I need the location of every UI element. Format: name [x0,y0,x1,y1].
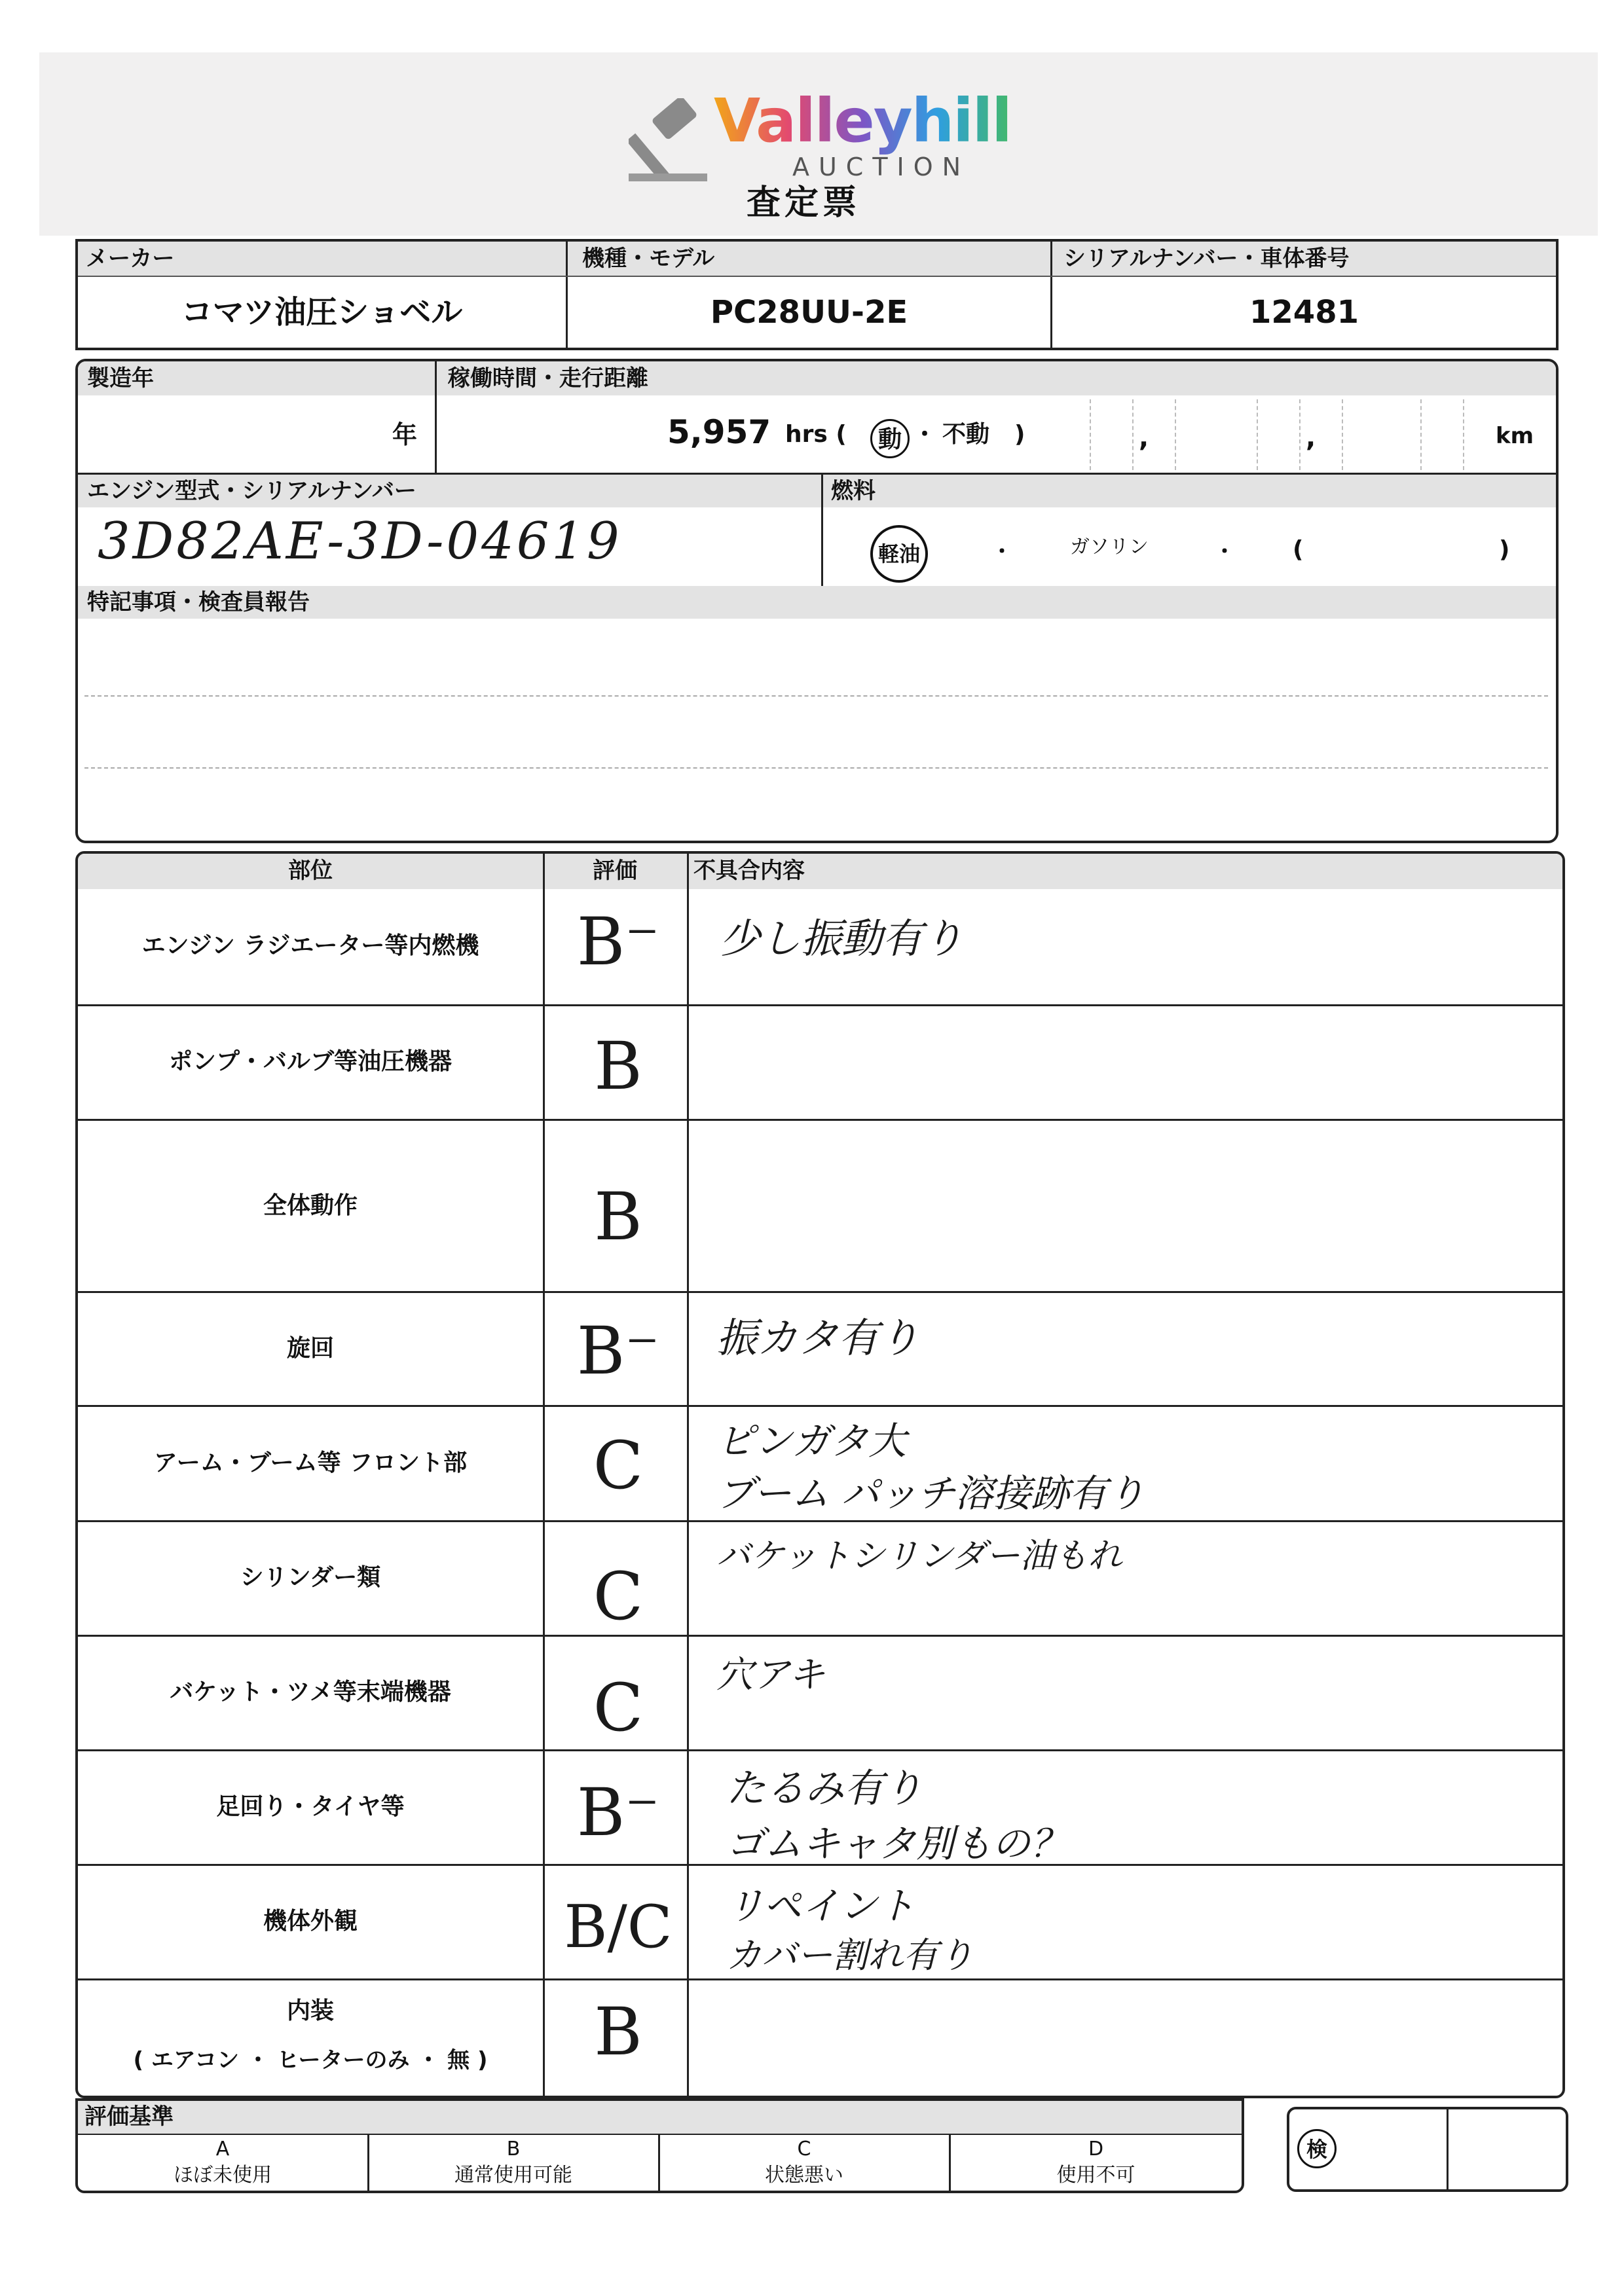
row-grade: B [594,1178,642,1255]
row-grade: B⁻ [576,1313,660,1389]
brand-name: Valleyhill [714,86,1011,156]
form-title: 査定票 [747,183,861,223]
maker-box [75,239,1559,350]
hours-label: 稼働時間・走行距離 [448,365,648,392]
fuel-other-open: ( [1293,536,1304,563]
criteria-meaning: 通常使用可能 [454,2164,572,2187]
serial-value: 12481 [1249,294,1359,331]
remarks-label: 特記事項・検査員報告 [87,589,310,615]
criteria-meaning: 使用不可 [1056,2164,1135,2187]
inspector-stamp-label: 検 [1297,2129,1337,2168]
inspector-stamp-box [1287,2107,1568,2192]
fuel-gasoline: ガソリン [1070,536,1149,558]
row-grade: C [593,1558,644,1635]
fuel-label: 燃料 [831,478,876,504]
status-sep: ・ [913,421,937,448]
row-grade: B [594,1994,642,2070]
engine-value-handwritten: 3D82AE-3D-04619 [98,512,622,571]
year-unit: 年 [392,420,418,449]
criteria-meaning: ほぼ未使用 [174,2164,272,2187]
fuel-sep-1: ・ [991,539,1013,564]
criteria-code: B [506,2138,521,2160]
row-note: 穴アキ [716,1654,825,1696]
row-grade: B⁻ [576,903,660,980]
engine-label: エンジン型式・シリアルナンバー [87,478,416,504]
serial-label: シリアルナンバー・車体番号 [1063,246,1350,272]
hours-value: 5,957 [667,413,771,451]
row-part-label: アーム・ブーム等 フロント部 [153,1449,468,1476]
row-part-label: バケット・ツメ等末端機器 [170,1679,451,1705]
status-not-working: 不動 [942,421,990,448]
row-part-label: 全体動作 [263,1192,358,1219]
row-note: リペイント [726,1884,915,1928]
col-defects-header: 不具合内容 [693,858,805,884]
row-part-label: エンジン ラジエーター等内燃機 [141,932,479,959]
row-grade: B [594,1028,642,1104]
col-grade-header: 評価 [593,858,637,884]
year-label: 製造年 [87,365,154,392]
row-part-label: 内装 [286,1997,334,2024]
row-grade: B⁻ [576,1774,660,1851]
row-note: ピンガタ大 [716,1419,907,1463]
row-part-sublabel: ( エアコン ・ ヒーターのみ ・ 無 ) [133,2047,488,2073]
row-part-label: 足回り・タイヤ等 [216,1793,405,1820]
distance-unit: km [1496,423,1534,449]
row-note: たるみ有り [726,1766,923,1812]
criteria-code: A [215,2138,230,2160]
criteria-meaning: 状態悪い [765,2164,843,2187]
fuel-other-close: ) [1499,536,1510,563]
status-working-circled: 動 [870,419,910,458]
col-part-header: 部位 [288,858,333,884]
row-note: 振カタ有り [716,1314,920,1362]
criteria-code: D [1088,2138,1104,2160]
brand-sub: AUCTION [792,153,970,181]
row-part-label: シリンダー類 [240,1564,381,1591]
model-label: 機種・モデル [582,246,715,272]
row-grade: B/C [564,1893,673,1961]
row-grade: C [593,1427,644,1504]
row-note-line2: ゴムキャタ別もの？ [726,1821,1069,1866]
fuel-sep-2: ・ [1214,539,1236,564]
status-close: ) [1014,421,1025,448]
hours-unit: hrs ( [785,421,847,448]
criteria-code: C [797,2138,811,2160]
row-part-label: ポンプ・バルブ等油圧機器 [168,1048,452,1075]
row-note-line2: カバー割れ有り [726,1935,974,1976]
distance-comma-2: , [1306,423,1316,453]
row-part-label: 旋回 [286,1335,334,1362]
row-grade: C [593,1669,644,1746]
distance-comma-1: , [1139,423,1149,453]
maker-label: メーカー [86,246,175,272]
row-note-line2: ブーム パッチ溶接跡有り [716,1471,1145,1516]
model-value: PC28UU-2E [710,294,908,331]
row-note: バケットシリンダー油もれ [716,1537,1122,1576]
inspection-table [75,851,1565,2098]
criteria-box [75,2098,1244,2193]
gavel-icon [629,98,714,190]
maker-value: コマツ油圧ショベル [181,294,463,331]
row-part-label: 機体外観 [263,1908,358,1935]
fuel-diesel-circled: 軽油 [870,525,928,583]
row-note: 少し振動有り [720,915,964,962]
info-box [75,359,1559,843]
criteria-label: 評価基準 [84,2104,174,2130]
